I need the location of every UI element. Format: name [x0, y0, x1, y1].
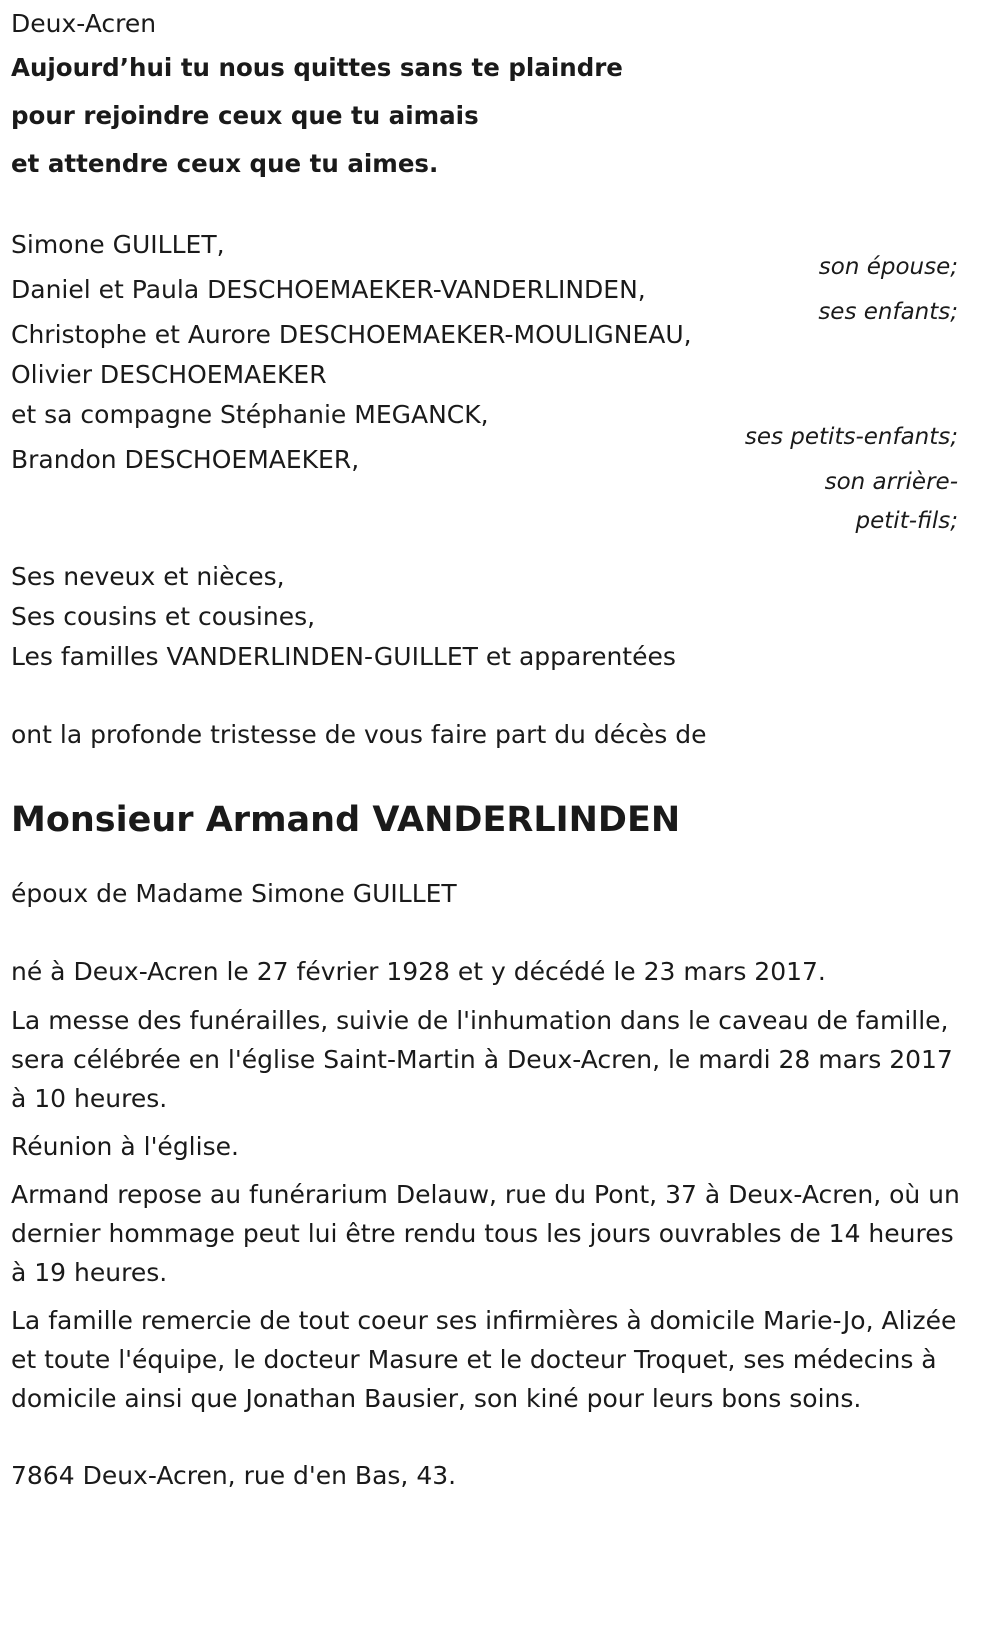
gathering-note: Réunion à l'église.	[11, 1132, 239, 1161]
family-relation: petit-fils;	[855, 508, 958, 534]
family-relation: son arrière-	[824, 469, 958, 495]
family-name: Brandon DESCHOEMAEKER,	[11, 445, 360, 474]
location-heading: Deux-Acren	[11, 9, 157, 38]
thanks-paragraph: La famille remercie de tout coeur ses infirmières à domicile Marie-Jo, Alizée et toute l'équipe, le docteur Masure et le docteur Troquet, ses médecins à domicile ainsi que Jonathan Bausier, son kiné pour leurs bons soins.	[11, 1306, 957, 1413]
extended-family-line: Ses neveux et nièces,	[11, 562, 285, 591]
family-group-great-grandchild	[11, 440, 958, 541]
verse-line: Aujourd’hui tu nous quittes sans te plaindre	[11, 53, 623, 82]
family-name: et sa compagne Stéphanie MEGANCK,	[11, 400, 489, 429]
extended-family-line: Les familles VANDERLINDEN-GUILLET et apparentées	[11, 642, 676, 671]
family-relation: ses enfants;	[818, 299, 958, 325]
family-name: Daniel et Paula DESCHOEMAEKER-VANDERLINDEN,	[11, 275, 646, 304]
deceased-name: Monsieur Armand VANDERLINDEN	[11, 800, 681, 840]
extended-family-line: Ses cousins et cousines,	[11, 602, 316, 631]
family-group-grandchildren	[11, 315, 958, 457]
family-list	[11, 225, 958, 541]
family-relation: son épouse;	[818, 254, 958, 280]
family-address: 7864 Deux-Acren, rue d'en Bas, 43.	[11, 1461, 457, 1490]
funerarium-details: Armand repose au funérarium Delauw, rue du Pont, 37 à Deux-Acren, où un dernier hommage peut lui être rendu tous les jours ouvrables de 14 heures à 19 heures.	[11, 1180, 960, 1287]
family-name: Christophe et Aurore DESCHOEMAEKER-MOULIGNEAU,	[11, 320, 692, 349]
family-name: Simone GUILLET,	[11, 230, 225, 259]
verse-line: pour rejoindre ceux que tu aimais	[11, 101, 479, 130]
family-name: Olivier DESCHOEMAEKER	[11, 360, 327, 389]
extended-family	[11, 557, 958, 677]
verse-line: et attendre ceux que tu aimes.	[11, 149, 439, 178]
verse	[11, 44, 958, 188]
spouse-line: époux de Madame Simone GUILLET	[11, 879, 457, 908]
funeral-details: La messe des funérailles, suivie de l'inhumation dans le caveau de famille, sera célébrée en l'église Saint-Martin à Deux-Acren, le mardi 28 mars 2017 à 10 heures.	[11, 1006, 953, 1113]
birth-death-line: né à Deux-Acren le 27 février 1928 et y décédé le 23 mars 2017.	[11, 957, 826, 986]
family-relation: ses petits-enfants;	[744, 424, 958, 450]
announcement-intro: ont la profonde tristesse de vous faire part du décès de	[11, 720, 707, 749]
